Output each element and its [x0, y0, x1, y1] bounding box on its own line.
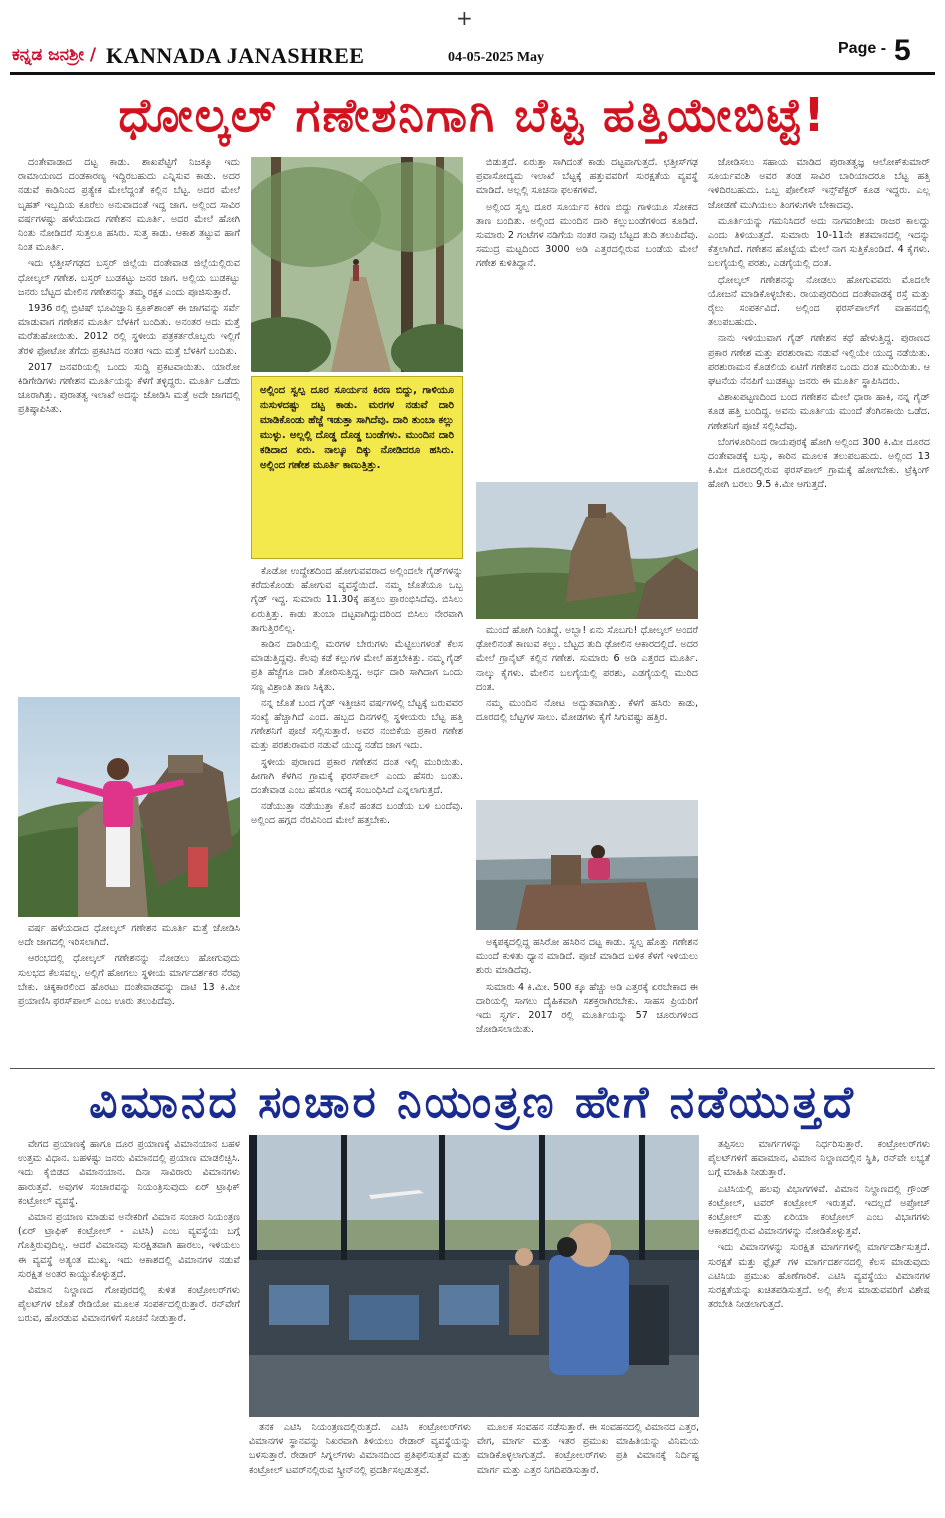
- control-tower-photo: [249, 1135, 699, 1417]
- article2-col2-bottom-left: [249, 1421, 471, 1513]
- paragraph: ನಮ್ಮ ಮುಂದಿನ ನೋಟ ಅದ್ಭುತವಾಗಿತ್ತು. ಕೆಳಗೆ ಹಸಿರು ಕಾಡು, ದೂರದಲ್ಲಿ ಬೆಟ್ಟಗಳ ಸಾಲು. ಮೋಡಗಳು ಕೈಗೆ ಸಿಗುವಷ್ಟು ಹತ್ತಿರ.: [476, 698, 698, 724]
- paragraph: ನನ್ನ ಜೊತೆ ಬಂದ ಗೈಡ್ ಇತ್ತೀಚಿನ ವರ್ಷಗಳಲ್ಲಿ ಬೆಟ್ಟಕ್ಕೆ ಬರುವವರ ಸಂಖ್ಯೆ ಹೆಚ್ಚಾಗಿದೆ ಎಂದ. ಹಬ್ಬದ ದಿನಗಳಲ್ಲಿ ಸ್ಥಳೀಯರು ಬೆಟ್ಟ ಹತ್ತಿ ಗಣೇಶನಿಗೆ ಪೂಜೆ ಸಲ್ಲಿಸುತ್ತಾರೆ. ಅವರ ನಂಬಿಕೆಯ ಪ್ರಕಾರ ಗಣೇಶ ಮತ್ತು ಪರಶುರಾಮರ ನಡುವೆ ಯುದ್ಧ ನಡೆದ ಜಾಗ ಇದು.: [251, 697, 463, 752]
- article1-col3-bottom: [476, 936, 698, 1066]
- paragraph: ಬಿಡುತ್ತದೆ. ಏರುತ್ತಾ ಸಾಗಿದಂತೆ ಕಾಡು ದಟ್ಟವಾಗುತ್ತದೆ. ಛತ್ತೀಸ್‌ಗಢ ಪ್ರವಾಸೋದ್ಯಮ ಇಲಾಖೆ ಬೆಟ್ಟಕ್ಕೆ ಹತ್ತುವವರಿಗೆ ಸುರಕ್ಷತೆಯ ವ್ಯವಸ್ಥೆ ಮಾಡಿದೆ. ಅಲ್ಲಲ್ಲಿ ಸೂಚನಾ ಫಲಕಗಳಿವೆ.: [476, 157, 698, 197]
- article1-col4: [708, 156, 930, 1066]
- paragraph: ತನಕ ಎಟಿಸಿ ನಿಯಂತ್ರಣದಲ್ಲಿರುತ್ತದೆ. ಎಟಿಸಿ ಕಂಟ್ರೋಲರ್‌ಗಳು ವಿಮಾನಗಳ ಸ್ಥಾನವನ್ನು ನಿಖರವಾಗಿ ತಿಳಿಯಲು ರೇಡಾರ್ ವ್ಯವಸ್ಥೆಯನ್ನು ಬಳಸುತ್ತಾರೆ. ರೇಡಾರ್ ಸಿಗ್ನಲ್‌ಗಳು ವಿಮಾನದಿಂದ ಪ್ರತಿಫಲಿಸುತ್ತವೆ ಮತ್ತು ಕಂಟ್ರೋಲ್ ಟವರ್‌ನಲ್ಲಿರುವ ಸ್ಕ್ರೀನ್‌ನಲ್ಲಿ ಪ್ರದರ್ಶಿಸಲ್ಪಡುತ್ತವೆ.: [249, 1422, 471, 1476]
- paragraph: ಇದು ಛತ್ತೀಸ್‌ಗಢದ ಬಸ್ತರ್ ಜಿಲ್ಲೆಯ ದಂತೇವಾಡ ಜಿಲ್ಲೆಯಲ್ಲಿರುವ ಧೋಲ್ಕಲ್ ಗಣೇಶ. ಬಸ್ತರ್ ಬುಡಕಟ್ಟು ಜನರ ಜಾಗ. ಅಲ್ಲಿಯ ಬುಡಕಟ್ಟು ಜನರು ಬೆಟ್ಟದ ಮೇಲಿನ ಗಣೇಶನನ್ನು ತಮ್ಮ ರಕ್ಷಕ ಎಂದು ಪೂಜಿಸುತ್ತಾರೆ.: [18, 258, 240, 298]
- page-number: 5: [894, 34, 911, 67]
- article1-col1: [18, 156, 240, 694]
- page-label: Page -: [838, 40, 887, 57]
- article1-col1-bottom: [18, 922, 240, 1064]
- paragraph: ಬೆಂಗಳೂರಿನಿಂದ ರಾಯಪುರಕ್ಕೆ ಹೋಗಿ ಅಲ್ಲಿಂದ 300 ಕಿ.ಮೀ ದೂರದ ದಂತೇವಾಡಕ್ಕೆ ಬಸ್ಸು, ಕಾರಿನ ಮೂಲಕ ತಲುಪಬಹುದು. ಅಲ್ಲಿಂದ 13 ಕಿ.ಮೀ ದೂರದಲ್ಲಿರುವ ಫರಸ್‌ಪಾಲ್ ಗ್ರಾಮಕ್ಕೆ ಹೋಗಬೇಕು. ಟ್ರೆಕ್ಕಿಂಗ್ ಹೋಗಿ ಬರಲು 9.5 ಕಿ.ಮೀ ಆಗುತ್ತದೆ.: [708, 436, 930, 491]
- paragraph: ಅಲ್ಲಿಂದ ಸ್ವಲ್ಪ ದೂರ ಸೂರ್ಯನ ಕಿರಣ ಬಿದ್ದು ಗಾಳಿಯೂ ಸೋಕದ ತಾಣ ಬಂದಿತು. ಅಲ್ಲಿಂದ ಮುಂದಿನ ದಾರಿ ಕಲ್ಲುಬಂಡೆಗಳಿಂದ ಕೂಡಿದೆ. ಸುಮಾರು 2 ಗಂಟೆಗಳ ನಡಿಗೆಯ ನಂತರ ನಾವು ಬೆಟ್ಟದ ತುದಿ ತಲುಪಿದೆವು. ಸಮುದ್ರ ಮಟ್ಟದಿಂದ 3000 ಅಡಿ ಎತ್ತರದಲ್ಲಿರುವ ಬಂಡೆಯ ಮೇಲೆ ಗಣೇಶ ಕುಳಿತಿದ್ದಾನೆ.: [476, 201, 698, 270]
- issue-date: 04-05-2025 May: [448, 50, 545, 65]
- paragraph: 1936 ರಲ್ಲಿ ಬ್ರಿಟಿಷ್ ಭೂವಿಜ್ಞಾನಿ ಕ್ರೂಕ್‌ಶಾಂಕ್ ಈ ಜಾಗವನ್ನು ಸರ್ವೆ ಮಾಡುವಾಗ ಗಣೇಶನ ಮೂರ್ತಿ ಬೆಳಕಿಗೆ ಬಂದಿತು. ಅನಂತರ ಅದು ಮತ್ತೆ ಮರೆತುಹೋಯಿತು. 2012 ರಲ್ಲಿ ಸ್ಥಳೀಯ ಪತ್ರಕರ್ತರೊಬ್ಬರು ಇಲ್ಲಿಗೆ ತೆರಳಿ ಫೋಟೋ ತೆಗೆದು ಪ್ರಕಟಿಸಿದ ನಂತರ ಇದು ಮತ್ತೆ ಬೆಳಕಿಗೆ ಬಂದಿತು.: [18, 303, 240, 357]
- paragraph: ದಂತೇವಾಡಾದ ದಟ್ಟ ಕಾಡು. ಶಾಖಪೆಟ್ಟಿಗೆ ನಿಜಕ್ಕೂ ಇದು ರಾಮಾಯಣದ ದಂಡಕಾರಣ್ಯ ಇದ್ದಿರಬಹುದು ಎನ್ನಿಸುವ ಕಾಡು. ಅದರ ನಡುವೆ ಕಾಡಿನಿಂದ ಪ್ರತ್ಯೇಕ ಮೇಲೆದ್ದಂತೆ ಕಲ್ಲಿನ ಬೆಟ್ಟ. ಅದರ ಮೇಲೆ ಬೃಹತ್ ಇಬ್ಬದಿಯ ಕೂರೆಲು ಅನುವಾದಂತೆ ಇದ್ದ ಜಾಗ. ಅಲ್ಲಿಂದ ಸಾವಿರ ವರ್ಷಗಳಷ್ಟು ಹಳೆಯದಾದ ಗಣೇಶನ ಮೂರ್ತಿ. ಅದರ ಮೇಲೆ ಹೋಗಿ ನಿಂತು ನೋಡಿದರೆ ಸುತ್ತಲೂ ಹಸಿರು. ಸುತ್ತ ಕಾಡು. ಆಕಾಶ ತಟ್ಟುವ ಹಾಗೆ ನಿಂತ ಮೂರ್ತಿ.: [18, 157, 240, 254]
- pull-quote-box: ಅಲ್ಲಿಂದ ಸ್ವಲ್ಪ ದೂರ ಸೂರ್ಯನ ಕಿರಣ ಬಿದ್ದು, ಗಾಳಿಯೂ ನುಸುಳದಷ್ಟು ದಟ್ಟ ಕಾಡು. ಮರಗಳ ನಡುವೆ ದಾರಿ ಮಾಡಿಕೊಂಡು ಹೆಜ್ಜೆ ಇಡುತ್ತಾ ಸಾಗಿದೆವು. ದಾರಿ ತುಂಬಾ ಕಲ್ಲು ಮುಳ್ಳು. ಅಲ್ಲಲ್ಲಿ ದೊಡ್ಡ ದೊಡ್ಡ ಬಂಡೆಗಳು. ಮುಂದಿನ ದಾರಿ ಕಡಿದಾದ ಏರು. ನಾಲ್ಕೂ ದಿಕ್ಕು ನೋಡಿದರೂ ಹಸಿರು. ಅಲ್ಲಿಂದ ಗಣೇಶ ಮೂರ್ತಿ ಕಾಣುತ್ತಿತ್ತು.: [251, 376, 463, 559]
- article2-col3: [708, 1138, 930, 1510]
- article1-headline: ಧೋಲ್ಕಲ್ ಗಣೇಶನಿಗಾಗಿ ಬೆಟ್ಟ ಹತ್ತಿಯೇಬಿಟ್ಟೆ!: [118, 88, 827, 142]
- paragraph: ಮುಂದೆ ಹೋಗಿ ನಿಂತಿದ್ದೆ. ಅಬ್ಬಾ! ಏನು ಸೊಬಗು! ಧೋಲ್ಕಲ್ ಅಂದರೆ ಢೋಲಿನಂತೆ ಕಾಣುವ ಕಲ್ಲು. ಬೆಟ್ಟದ ತುದಿ ಢೋಲಿನ ಆಕಾರದಲ್ಲಿದೆ. ಅದರ ಮೇಲೆ ಗ್ರಾನೈಟ್ ಕಲ್ಲಿನ ಗಣೇಶ. ಸುಮಾರು 6 ಅಡಿ ಎತ್ತರದ ಮೂರ್ತಿ. ನಾಲ್ಕು ಕೈಗಳು. ಮೇಲಿನ ಬಲಗೈಯಲ್ಲಿ ಪರಶು, ಎಡಗೈಯಲ್ಲಿ ಮುರಿದ ದಂತ.: [476, 625, 698, 693]
- article2-headline: ವಿಮಾನದ ಸಂಚಾರ ನಿಯಂತ್ರಣ ಹೇಗೆ ನಡೆಯುತ್ತದೆ: [89, 1077, 856, 1128]
- woman-on-rock-photo: [18, 697, 240, 917]
- paragraph: ಕಾಡಿನ ದಾರಿಯಲ್ಲಿ ಮರಗಳ ಬೇರುಗಳು ಮೆಟ್ಟಿಲುಗಳಂತೆ ಕೆಲಸ ಮಾಡುತ್ತಿದ್ದವು. ಕೆಲವು ಕಡೆ ಕಲ್ಲುಗಳ ಮೇಲೆ ಹತ್ತಬೇಕಿತ್ತು. ನಮ್ಮ ಗೈಡ್ ಪ್ರತಿ ಹೆಜ್ಜೆಗೂ ದಾರಿ ತೋರಿಸುತ್ತಿದ್ದ. ಅರ್ಧ ದಾರಿ ಸಾಗಿದಾಗ ಒಂದು ಸಣ್ಣ ವಿಶ್ರಾಂತಿ ತಾಣ ಸಿಕ್ಕಿತು.: [251, 639, 463, 693]
- paragraph: ವಿಮಾನ ಪ್ರಯಾಣ ಮಾಡುವ ಅನೇಕರಿಗೆ ವಿಮಾನ ಸಂಚಾರ ನಿಯಂತ್ರಣ (ಏರ್ ಟ್ರಾಫಿಕ್ ಕಂಟ್ರೋಲ್ - ಎಟಿಸಿ) ಎಂಬ ವ್ಯವಸ್ಥೆಯ ಬಗ್ಗೆ ಗೊತ್ತಿರುವುದಿಲ್ಲ. ಆದರೆ ವಿಮಾನವು ಸುರಕ್ಷಿತವಾಗಿ ಹಾರಲು, ಇಳಿಯಲು ಈ ವ್ಯವಸ್ಥೆ ಅತ್ಯಂತ ಮುಖ್ಯ. ಇದು ಆಕಾಶದಲ್ಲಿ ವಿಮಾನಗಳ ನಡುವೆ ಸುರಕ್ಷಿತ ಅಂತರ ಕಾಯ್ದುಕೊಳ್ಳುತ್ತದೆ.: [18, 1212, 240, 1280]
- paragraph: ಕೊಡೋ ಉದ್ದೇಶದಿಂದ ಹೋಗುವವರಾದ ಅಲ್ಲಿಂದಲೇ ಗೈಡ್‌ಗಳನ್ನು ಕರೆದುಕೊಂಡು ಹೋಗುವ ವ್ಯವಸ್ಥೆಯಿದೆ. ನಮ್ಮ ಜೊತೆಯೂ ಒಬ್ಬ ಗೈಡ್ ಇದ್ದ. ಸುಮಾರು 11.30ಕ್ಕೆ ಹತ್ತಲು ಪ್ರಾರಂಭಿಸಿದೆವು. ಬಿಸಿಲು ಏರುತ್ತಿತ್ತು. ಕಾಡು ತುಂಬಾ ದಟ್ಟವಾಗಿದ್ದುದರಿಂದ ಬಿಸಿಲು ನೇರವಾಗಿ ತಾಗುತ್ತಿರಲಿಲ್ಲ.: [251, 566, 463, 634]
- article1-col3-mid: [476, 624, 698, 796]
- paragraph: ತಪ್ಪಿಸಲು ಮಾರ್ಗಗಳನ್ನು ನಿರ್ಧರಿಸುತ್ತಾರೆ. ಕಂಟ್ರೋಲರ್‌ಗಳು ಪೈಲಟ್‌ಗಳಿಗೆ ಹವಾಮಾನ, ವಿಮಾನ ನಿಲ್ದಾಣದಲ್ಲಿನ ಸ್ಥಿತಿ, ರನ್‌ವೇ ಲಭ್ಯತೆ ಬಗ್ಗೆ ಮಾಹಿತಿ ನೀಡುತ್ತಾರೆ.: [708, 1139, 930, 1179]
- brand-kannada: ಕನ್ನಡ ಜನಶ್ರೀ /: [12, 45, 97, 65]
- article1-col3: [476, 156, 698, 476]
- paragraph: ಸ್ಥಳೀಯ ಪುರಾಣದ ಪ್ರಕಾರ ಗಣೇಶನ ದಂತ ಇಲ್ಲಿ ಮುರಿಯಿತು. ಹೀಗಾಗಿ ಕೆಳಗಿನ ಗ್ರಾಮಕ್ಕೆ ಫರಸ್‌ಪಾಲ್ ಎಂದು ಹೆಸರು ಬಂತು. ದಂತೇವಾಡ ಎಂಬ ಹೆಸರೂ ಇದಕ್ಕೆ ಸಂಬಂಧಿಸಿದೆ ಎನ್ನಲಾಗುತ್ತದೆ.: [251, 756, 463, 797]
- article2-col1: [18, 1138, 240, 1510]
- article1-col2: [251, 565, 463, 1065]
- forest-trail-photo: [251, 157, 463, 372]
- seated-person-photo: [476, 800, 698, 930]
- brand-english: KANNADA JANASHREE: [106, 43, 365, 68]
- paragraph: 2017 ಜನವರಿಯಲ್ಲಿ ಒಂದು ಸುದ್ದಿ ಪ್ರಕಟವಾಯಿತು. ಯಾರೋ ಕಿಡಿಗೇಡಿಗಳು ಗಣೇಶನ ಮೂರ್ತಿಯನ್ನು ಕೆಳಗೆ ತಳ್ಳಿದ್ದರು. ಮೂರ್ತಿ ಒಡೆದು ಚೂರಾಗಿತ್ತು. ಪುರಾತತ್ವ ಇಲಾಖೆ ಅದನ್ನು ಜೋಡಿಸಿ ಮತ್ತೆ ಅದೇ ಜಾಗದಲ್ಲಿ ಪ್ರತಿಷ್ಠಾಪಿಸಿತು.: [18, 361, 240, 416]
- paragraph: ಜೋಡಿಸಲು ಸಹಾಯ ಮಾಡಿದ ಪುರಾತತ್ವಜ್ಞ ಆಲೋಕ್‌ಕುಮಾರ್ ಸೂರ್ಯವಂಶಿ ಅವರ ತಂಡ ಸಾವಿರ ಬಾರಿಯಾದರೂ ಬೆಟ್ಟ ಹತ್ತಿ ಇಳಿದಿರಬಹುದು. ಒಬ್ಬ ಪೋಲೀಸ್ ಇನ್ಸ್‌ಪೆಕ್ಟರ್ ಕೂಡ ಇದ್ದರು. ಎಲ್ಲ ಜೋಡಣೆ ಮುಗಿಯಲು ತಿಂಗಳುಗಳೇ ಬೇಕಾದವು.: [708, 157, 930, 211]
- paragraph: ವರ್ಷ ಹಳೆಯದಾದ ಧೋಲ್ಕಲ್ ಗಣೇಶನ ಮೂರ್ತಿ ಮತ್ತೆ ಜೋಡಿಸಿ ಅದೇ ಜಾಗದಲ್ಲಿ ಇರಿಸಲಾಗಿದೆ.: [18, 923, 240, 949]
- paragraph: ನಾನು ಇಳಿಯುವಾಗ ಗೈಡ್ ಗಣೇಶನ ಕಥೆ ಹೇಳುತ್ತಿದ್ದ. ಪುರಾಣದ ಪ್ರಕಾರ ಗಣೇಶ ಮತ್ತು ಪರಶುರಾಮ ನಡುವೆ ಇಲ್ಲಿಯೇ ಯುದ್ಧ ನಡೆಯಿತು. ಪರಶುರಾಮನ ಕೊಡಲಿಯ ಏಟಿಗೆ ಗಣೇಶನ ಒಂದು ದಂತ ಮುರಿಯಿತು. ಆ ಘಟನೆಯ ನೆನಪಿಗೆ ಬುಡಕಟ್ಟು ಜನರು ಈ ಮೂರ್ತಿ ಸ್ಥಾಪಿಸಿದರು.: [708, 333, 930, 388]
- paragraph: ಧೋಲ್ಕಲ್ ಗಣೇಶನನ್ನು ನೋಡಲು ಹೋಗುವವರು ಮೊದಲೇ ಯೋಜನೆ ಮಾಡಿಕೊಳ್ಳಬೇಕು. ರಾಯಪುರದಿಂದ ದಂತೇವಾಡಕ್ಕೆ ರಸ್ತೆ ಮತ್ತು ರೈಲು ಸಂಪರ್ಕವಿದೆ. ಅಲ್ಲಿಂದ ಫರಸ್‌ಪಾಲ್‌ಗೆ ವಾಹನದಲ್ಲಿ ತಲುಪಬಹುದು.: [708, 274, 930, 329]
- paragraph: ವಿಮಾನ ನಿಲ್ದಾಣದ ಗೋಪುರದಲ್ಲಿ ಕುಳಿತ ಕಂಟ್ರೋಲರ್‌ಗಳು ಪೈಲಟ್‌ಗಳ ಜೊತೆ ರೇಡಿಯೋ ಮೂಲಕ ಸಂಪರ್ಕದಲ್ಲಿರುತ್ತಾರೆ. ರನ್‌ವೇಗೆ ಬರುವ, ಹೊರಡುವ ವಿಮಾನಗಳಿಗೆ ಸೂಚನೆ ನೀಡುತ್ತಾರೆ.: [18, 1285, 240, 1325]
- article2-col2-bottom-right: [477, 1421, 699, 1513]
- paragraph: ಅಕ್ಕಪಕ್ಕದಲ್ಲಿದ್ದ ಹಸಿರೋ ಹಸಿರಿನ ದಟ್ಟ ಕಾಡು. ಸ್ವಲ್ಪ ಹೊತ್ತು ಗಣೇಶನ ಮುಂದೆ ಕುಳಿತು ಧ್ಯಾನ ಮಾಡಿದೆ. ಪೂಜೆ ಮಾಡಿದ ಬಳಿಕ ಕೆಳಗೆ ಇಳಿಯಲು ಶುರು ಮಾಡಿದೆವು.: [476, 937, 698, 977]
- paragraph: ವೇಗದ ಪ್ರಯಾಣಕ್ಕೆ ಹಾಗೂ ದೂರ ಪ್ರಯಾಣಕ್ಕೆ ವಿಮಾನಯಾನ ಬಹಳ ಉತ್ತಮ ವಿಧಾನ. ಬಹಳಷ್ಟು ಜನರು ವಿಮಾನದಲ್ಲಿ ಪ್ರಯಾಣ ಮಾಡಲಿಚ್ಛಿಸಿ. ಇದು ಕೈಬಿಡದ ವಿಮಾನಯಾನ. ದಿನಾ ಸಾವಿರಾರು ವಿಮಾನಗಳು ಹಾರುತ್ತವೆ. ಅವುಗಳ ಸಂಚಾರವನ್ನು ನಿಯಂತ್ರಿಸುವುದು ಏರ್ ಟ್ರಾಫಿಕ್ ಕಂಟ್ರೋಲ್ ವ್ಯವಸ್ಥೆ.: [18, 1139, 240, 1207]
- paragraph: ಇದು ವಿಮಾನಗಳನ್ನು ಸುರಕ್ಷಿತ ಮಾರ್ಗಗಳಲ್ಲಿ ಮಾರ್ಗದರ್ಶಿಸುತ್ತದೆ. ಸುರಕ್ಷತೆ ಮತ್ತು ಫ್ಲೈಟ್ ಗಳ ಮಾರ್ಗದರ್ಶನದಲ್ಲಿ ಕೆಲಸ ಮಾಡುವುದು ಎಟಿಸಿಯ ಪ್ರಮುಖ ಹೊಣೆಗಾರಿಕೆ. ಎಟಿಸಿ ವ್ಯವಸ್ಥೆಯು ವಿಮಾನಗಳ ಸುರಕ್ಷತೆಯನ್ನು ಖಚಿತಪಡಿಸುತ್ತದೆ. ಅಲ್ಲಿ ಕೆಲಸ ಮಾಡುವವರಿಗೆ ವಿಶೇಷ ತರಬೇತಿ ನೀಡಲಾಗುತ್ತದೆ.: [708, 1242, 930, 1311]
- crop-mark-icon: +: [456, 6, 473, 30]
- paragraph: ಆರಂಭದಲ್ಲಿ ಧೋಲ್ಕಲ್ ಗಣೇಶನನ್ನು ನೋಡಲು ಹೋಗುವುದು ಸುಲಭದ ಕೆಲಸವಲ್ಲ. ಅಲ್ಲಿಗೆ ಹೋಗಲು ಸ್ಥಳೀಯ ಮಾರ್ಗದರ್ಶಕರ ನೆರವು ಬೇಕು. ಚಿಕ್ಕಕಾರಲಿಂದ ಹೊರಟು ದಂತೇವಾಡವನ್ನು ದಾಟಿ 13 ಕಿ.ಮೀ ಪ್ರಯಾಣಿಸಿ ಫರಸ್‌ಪಾಲ್ ಎಂಬ ಊರು ತಲುಪಿದೆವು.: [18, 953, 240, 1008]
- paragraph: ಮೂಲಕ ಸಂವಹನ ನಡೆಸುತ್ತಾರೆ. ಈ ಸಂವಹನದಲ್ಲಿ ವಿಮಾನದ ಎತ್ತರ, ವೇಗ, ಮಾರ್ಗ ಮತ್ತು ಇತರ ಪ್ರಮುಖ ಮಾಹಿತಿಯನ್ನು ವಿನಿಮಯ ಮಾಡಿಕೊಳ್ಳಲಾಗುತ್ತದೆ. ಕಂಟ್ರೋಲರ್‌ಗಳು ಪ್ರತಿ ವಿಮಾನಕ್ಕೆ ನಿರ್ದಿಷ್ಟ ಮಾರ್ಗ ಮತ್ತು ಎತ್ತರ ನಿಗದಿಪಡಿಸುತ್ತಾರೆ.: [477, 1422, 699, 1476]
- paragraph: ಸುಮಾರು 4 ಕಿ.ಮೀ. 500 ಕ್ಕೂ ಹೆಚ್ಚು ಅಡಿ ಎತ್ತರಕ್ಕೆ ಏರಬೇಕಾದ ಈ ದಾರಿಯಲ್ಲಿ ಸಾಗಲು ದೈಹಿಕವಾಗಿ ಸಶಕ್ತರಾಗಿರಬೇಕು. ಸಾಹಸ ಪ್ರಿಯರಿಗೆ ಇದು ಸ್ವರ್ಗ. 2017 ರಲ್ಲಿ ಮೂರ್ತಿಯನ್ನು 57 ಚೂರುಗಳಿಂದ ಜೋಡಿಸಲಾಯಿತು.: [476, 981, 698, 1036]
- paragraph: ಮೂರ್ತಿಯನ್ನು ಗಮನಿಸಿದರೆ ಅದು ನಾಗವಂಶೀಯ ರಾಜರ ಕಾಲದ್ದು ಎಂದು ತಿಳಿಯುತ್ತದೆ. ಸುಮಾರು 10-11ನೇ ಶತಮಾನದಲ್ಲಿ ಇದನ್ನು ಕೆತ್ತಲಾಗಿದೆ. ಗಣೇಶನ ಹೊಟ್ಟೆಯ ಮೇಲೆ ನಾಗ ಸುತ್ತಿಕೊಂಡಿದೆ. 4 ಕೈಗಳು. ಬಲಗೈಯಲ್ಲಿ ಪರಶು, ಎಡಗೈಯಲ್ಲಿ ದಂತ.: [708, 215, 930, 270]
- rock-peak-photo: [476, 482, 698, 619]
- section-divider: [10, 1068, 935, 1069]
- paragraph: ಎಟಿಸಿಯಲ್ಲಿ ಹಲವು ವಿಭಾಗಗಳಿವೆ. ವಿಮಾನ ನಿಲ್ದಾಣದಲ್ಲಿ ಗ್ರೌಂಡ್ ಕಂಟ್ರೋಲ್, ಟವರ್ ಕಂಟ್ರೋಲ್ ಇರುತ್ತವೆ. ಇದಲ್ಲದೆ ಅಪ್ರೋಚ್ ಕಂಟ್ರೋಲ್ ಮತ್ತು ಏರಿಯಾ ಕಂಟ್ರೋಲ್ ಎಂಬ ವಿಭಾಗಗಳು ಆಕಾಶದಲ್ಲಿರುವ ವಿಮಾನಗಳನ್ನು ನೋಡಿಕೊಳ್ಳುತ್ತವೆ.: [708, 1183, 930, 1238]
- paragraph: ನಡೆಯುತ್ತಾ ನಡೆಯುತ್ತಾ ಕೊನೆ ಹಂತದ ಬಂಡೆಯ ಬಳಿ ಬಂದೆವು. ಅಲ್ಲಿಂದ ಹಗ್ಗದ ನೆರವಿನಿಂದ ಮೇಲೆ ಹತ್ತಬೇಕು.: [251, 801, 463, 827]
- masthead-rule: [10, 72, 935, 75]
- paragraph: ವಿಶಾಖಪಟ್ಟಣದಿಂದ ಬಂದ ಗಣೇಶನ ಮೇಲೆ ಧಾರಾ ಹಾಕಿ, ನನ್ನ ಗೈಡ್ ಕೂಡ ಹತ್ತಿ ಬಂದಿದ್ದ. ಅವನು ಮೂರ್ತಿಯ ಮುಂದೆ ತೆಂಗಿನಕಾಯಿ ಒಡೆದ. ಗಣೇಶನಿಗೆ ಪೂಜೆ ಸಲ್ಲಿಸಿದೆವು.: [708, 392, 930, 432]
